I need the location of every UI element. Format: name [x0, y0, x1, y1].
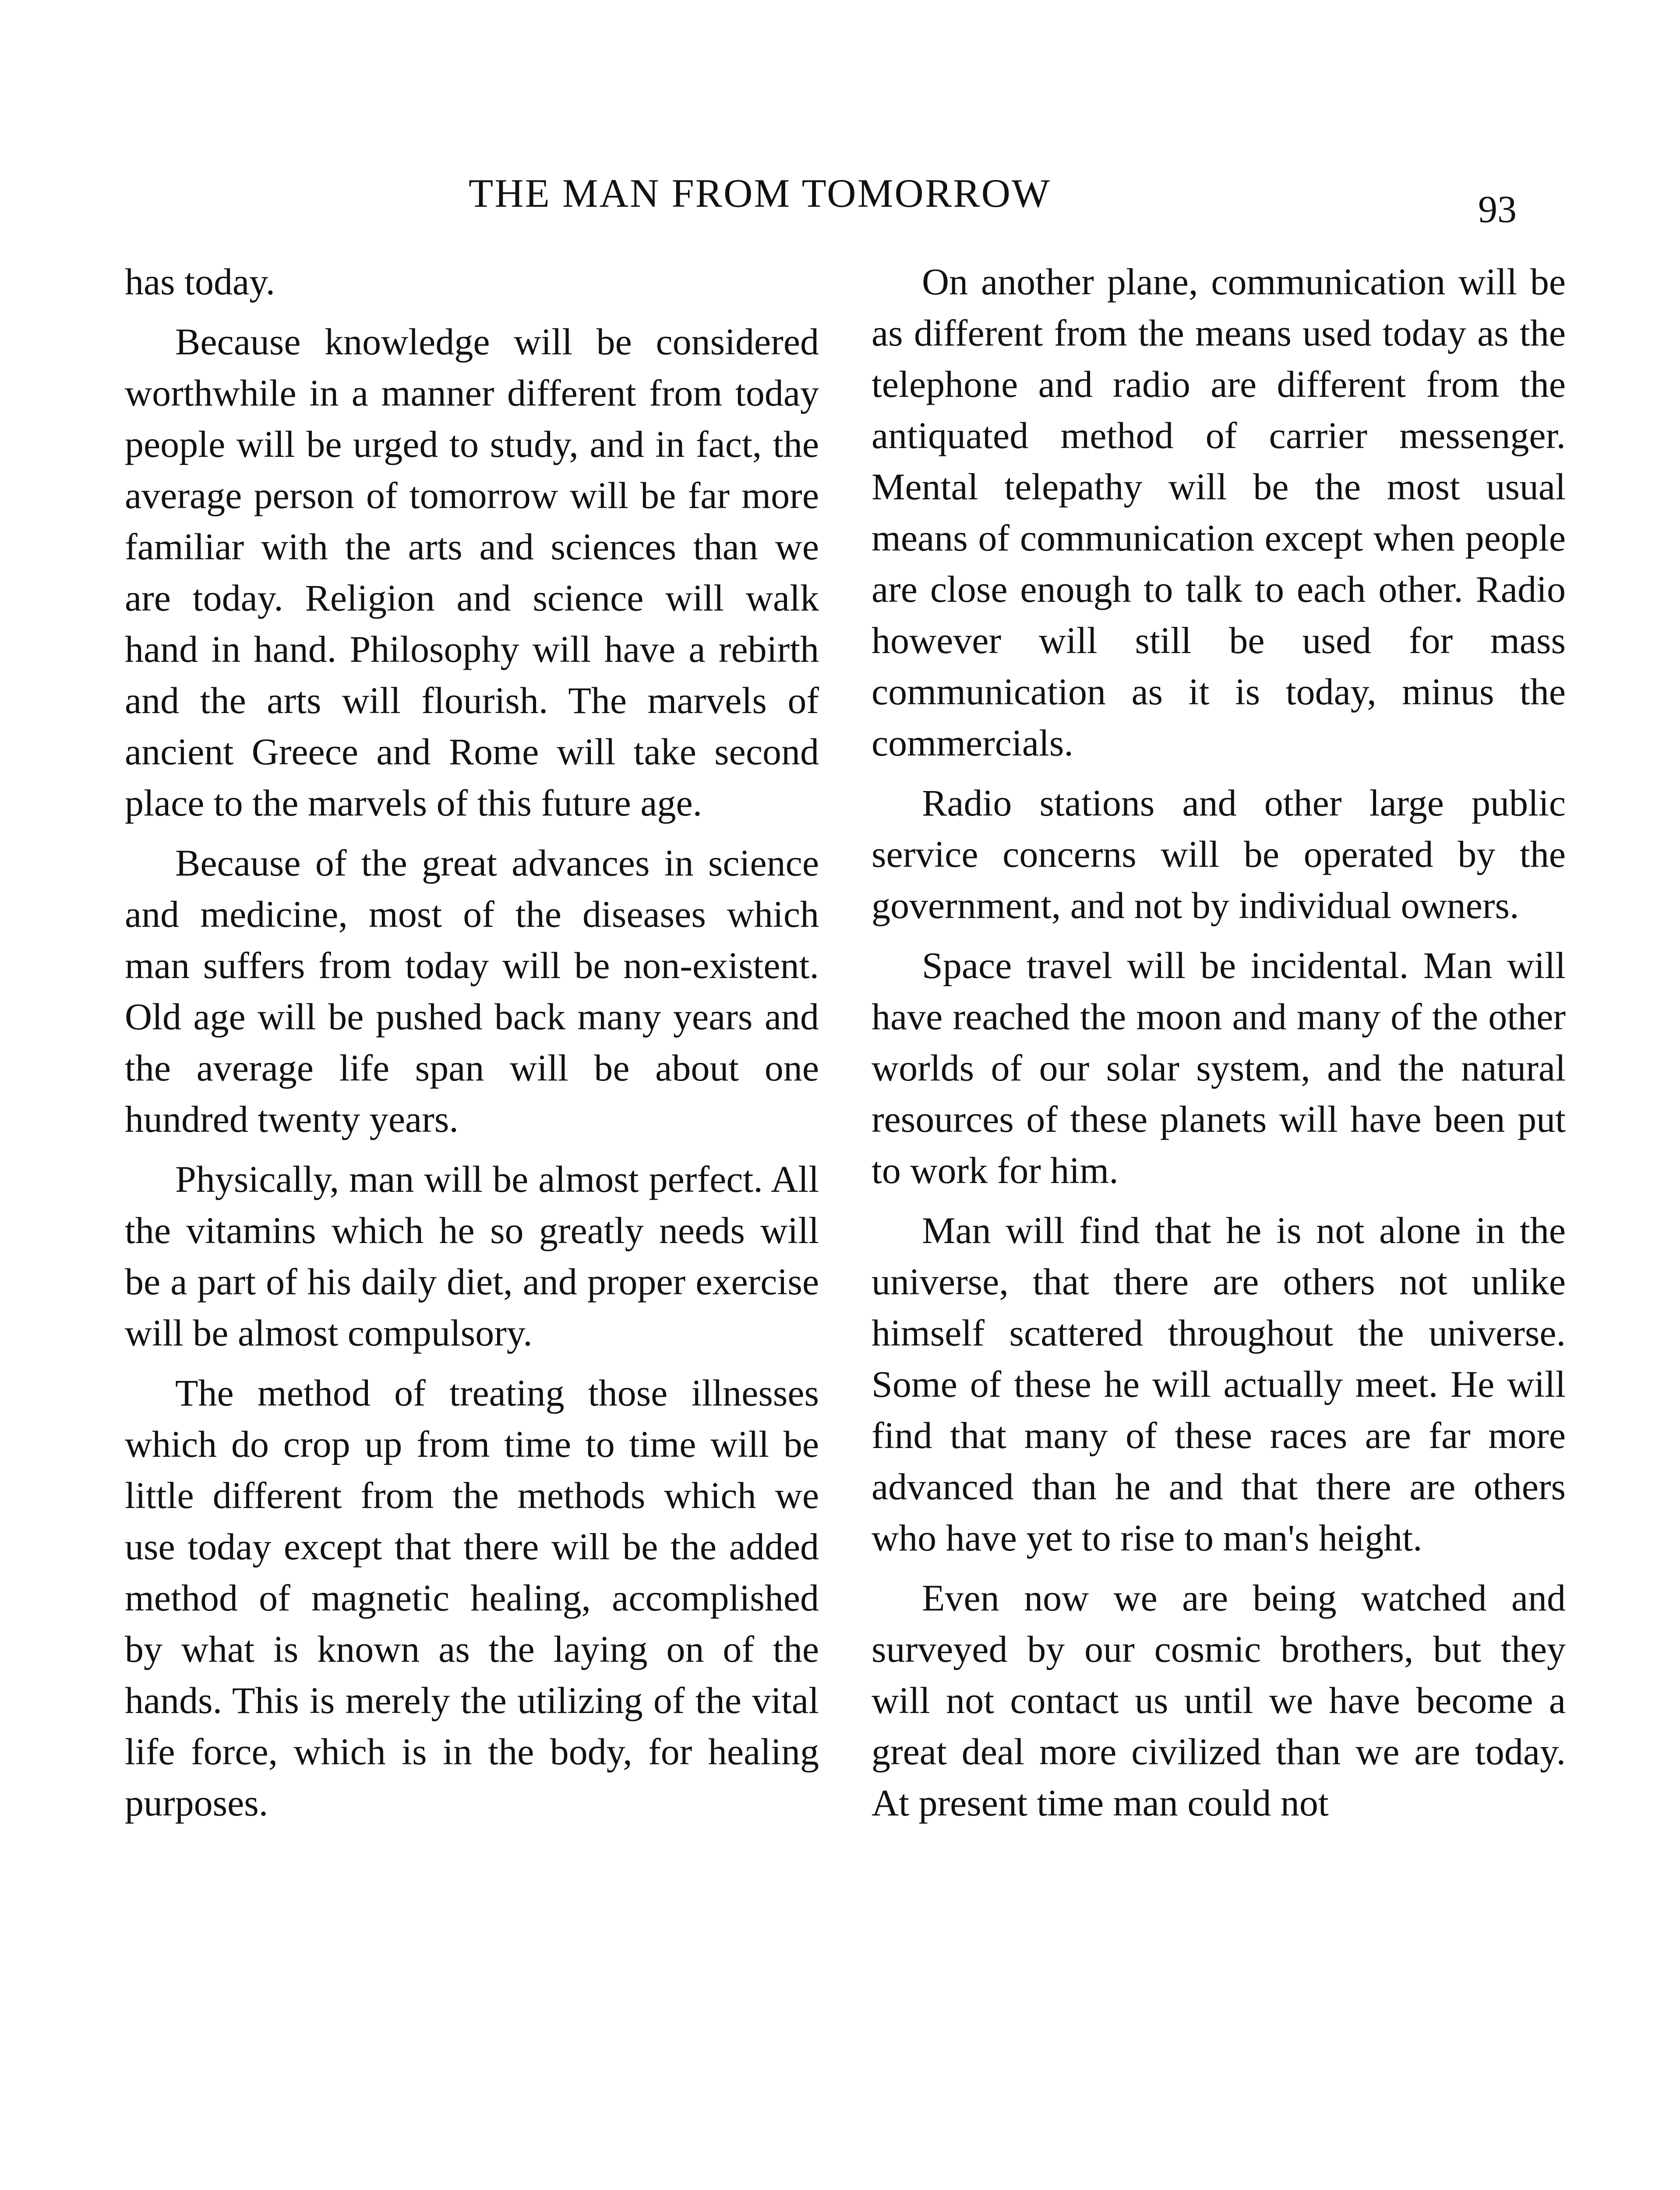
paragraph: The method of treating those illnesses which do crop up from time to time will be little different from the methods which we use today except that there will be the added method of magnetic healing, accomplished by what is known as the laying on of the hands. This is merely the utilizing of the vital life force, which is in the body, for healing purposes. [125, 1372, 819, 1824]
paragraph: On another plane, communication will be as different from the means used today as the telephone and radio are different from the antiquated method of carrier messenger. Mental telepathy will be the most usual means of communication except when people are close enough to talk to each other. Radio however will still be used for mass communication as it is today, minus the commercials. [872, 261, 1566, 764]
paragraph: Physically, man will be almost perfect. All the vitamins which he so greatly needs will be a part of his daily diet, and proper exercise will be almost compulsory. [125, 1158, 819, 1354]
paragraph: Space travel will be incidental. Man will have reached the moon and many of the other worlds of our solar system, and the natural resources of these planets will have been put to work for him. [872, 944, 1566, 1191]
paragraph: Man will find that he is not alone in the universe, that there are others not unlike himself scattered throughout the universe. Some of these he will actually meet. He will find that many of these races are far more advanced than he and that there are others who have yet to rise to man's height. [872, 1209, 1566, 1559]
running-head: THE MAN FROM TOMORROW [469, 171, 1051, 215]
paragraph: Radio stations and other large public service concerns will be operated by the government, and not by individual owners. [872, 782, 1566, 926]
paragraph: Because knowledge will be considered worthwhile in a manner different from today people will be urged to study, and in fact, the average person of tomorrow will be far more familiar with the arts and sciences than we are today. Religion and science will walk hand in hand. Philosophy will have a rebirth and the arts will flourish. The marvels of ancient Greece and Rome will take second place to the marvels of this future age. [125, 321, 819, 824]
page-number: 93 [1478, 188, 1517, 231]
paragraph: has today. [125, 261, 275, 303]
right-column [872, 256, 1566, 1837]
paragraph: Because of the great advances in science and medicine, most of the diseases which man suffers from today will be non-existent. Old age will be pushed back many years and the average life span will be about one hundred twenty years. [125, 842, 819, 1140]
left-column [125, 256, 819, 1837]
paragraph: Even now we are being watched and surveyed by our cosmic brothers, but they will not contact us until we have become a great deal more civilized than we are today. At present time man could not [872, 1577, 1566, 1824]
